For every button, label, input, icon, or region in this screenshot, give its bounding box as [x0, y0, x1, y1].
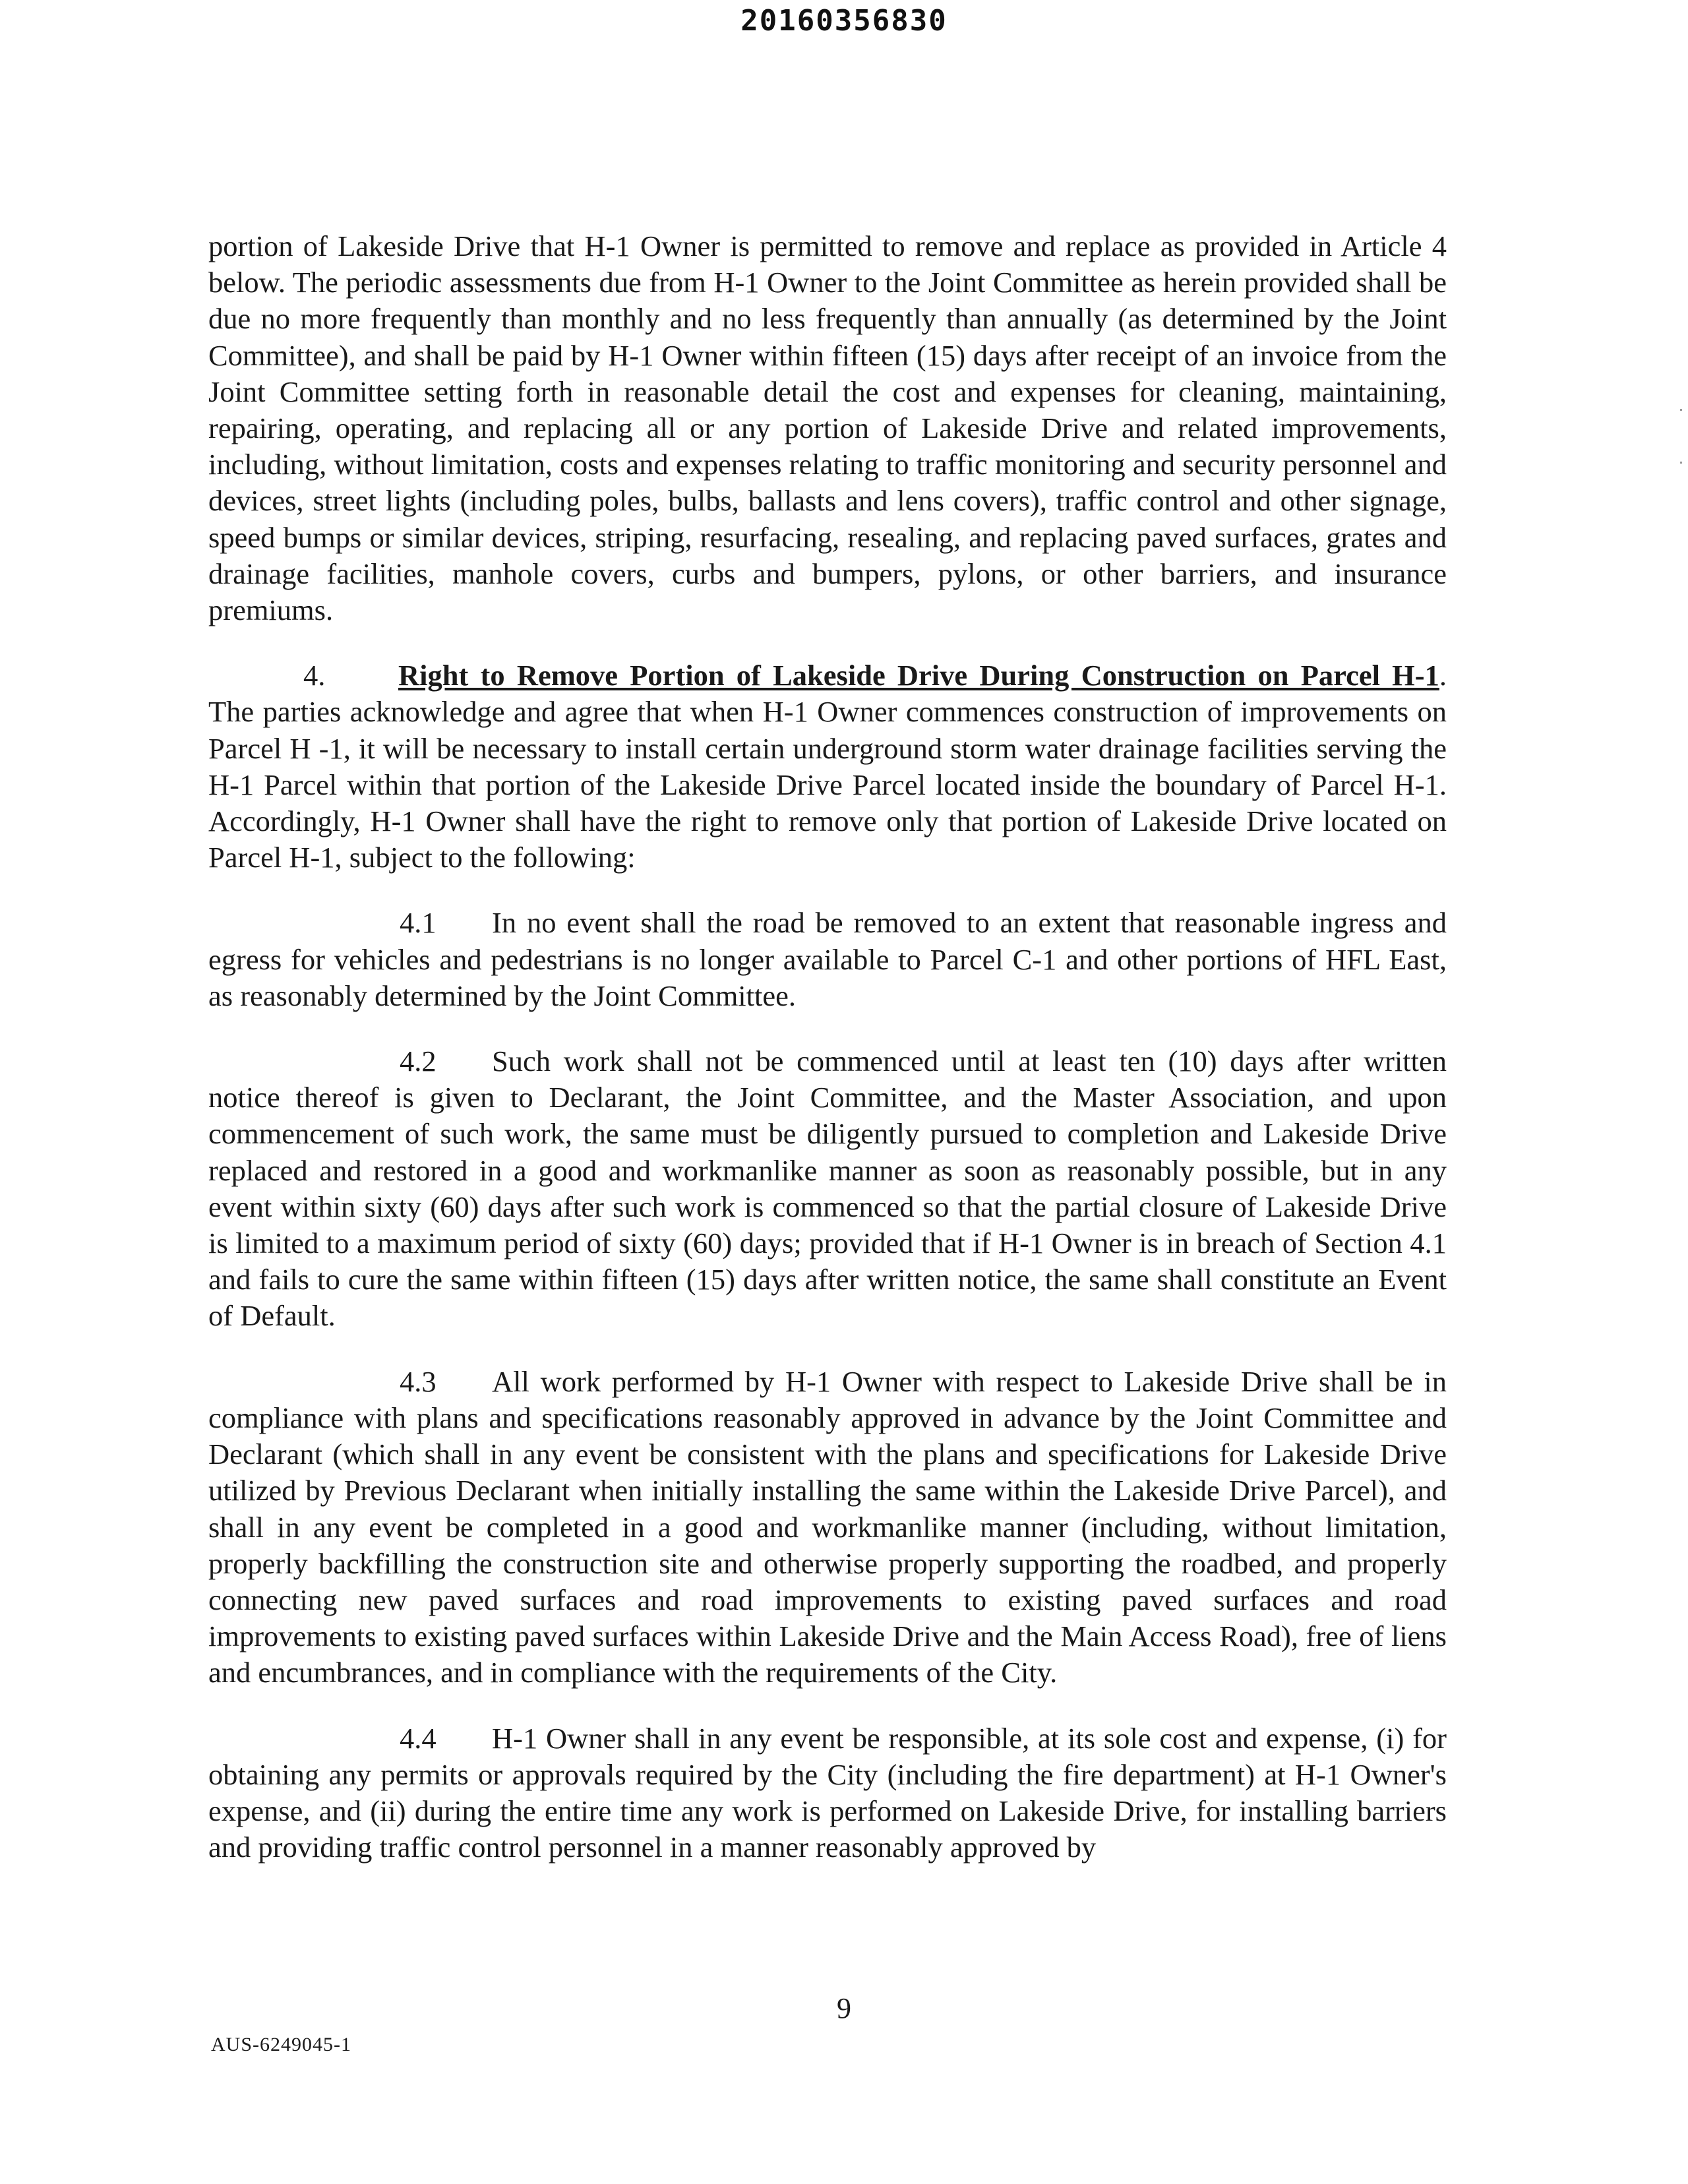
section-4-1-text: In no event shall the road be removed to an extent that reasonable ingress and egress for vehicles and pedestrians is no longer available to Parcel C-1 and other portions of HFL East, as reasonably determined by the Joint Committee.	[208, 906, 1447, 1012]
section-4-2-text: Such work shall not be commenced until at least ten (10) days after written notice thereof is given to Declarant, the Joint Committee, and the Master Association, and upon commencement of such work, the same must be diligently pursued to completion and Lakeside Drive replaced and restored in a good and workmanlike manner as soon as reasonably possible, but in any event within sixty (60) days after such work is commenced so that the partial closure of Lakeside Drive is limited to a maximum period of sixty (60) days; provided that if H-1 Owner is in breach of Section 4.1 and fails to cure the same within fifteen (15) days after written notice, the same shall constitute an Event of Default.	[208, 1045, 1447, 1333]
section-4-3-text: All work performed by H-1 Owner with respect to Lakeside Drive shall be in compliance with plans and specifications reasonably approved in advance by the Joint Committee and Declarant (which shall in any event be consistent with the plans and specifications for Lakeside Drive utilized by Previous Declarant when initially installing the same within the Lakeside Drive Parcel), and shall in any event be completed in a good and workmanlike manner (including, without limitation, properly backfilling the construction site and otherwise properly supporting the roadbed, and properly connecting new paved surfaces and road improvements to existing paved surfaces and road improvements to existing paved surfaces within Lakeside Drive and the Main Access Road), free of liens and encumbrances, and in compliance with the requirements of the City.	[208, 1364, 1447, 1689]
section-4-number: 4.	[303, 659, 326, 692]
section-4-heading: Right to Remove Portion of Lakeside Drive During Construction on Parcel H-1	[398, 659, 1439, 692]
document-body	[208, 228, 1447, 1866]
section-4-heading-punct: .	[1439, 659, 1447, 692]
section-4-text: The parties acknowledge and agree that when H-1 Owner commences construction of improvements on Parcel H -1, it will be necessary to install certain underground storm water drainage facilities serving the H-1 Parcel within that portion of the Lakeside Drive Parcel located inside the boundary of Parcel H-1. Accordingly, H-1 Owner shall have the right to remove only that portion of Lakeside Drive located on Parcel H-1, subject to the following:	[208, 695, 1447, 874]
scan-speck	[1680, 409, 1682, 411]
section-4-2-number: 4.2	[400, 1045, 437, 1078]
paragraph-intro: portion of Lakeside Drive that H-1 Owner is permitted to remove and replace as provided in Article 4 below. The periodic assessments due from H-1 Owner to the Joint Committee as herein provided shall be due no more frequently than monthly and no less frequently than annually (as determined by the Joint Committee), and shall be paid by H-1 Owner within fifteen (15) days after receipt of an invoice from the Joint Committee setting forth in reasonable detail the cost and expenses for cleaning, maintaining, repairing, operating, and replacing all or any portion of Lakeside Drive and related improvements, including, without limitation, costs and expenses relating to traffic monitoring and security personnel and devices, street lights (including poles, bulbs, ballasts and lens covers), traffic control and other signage, speed bumps or similar devices, striping, resurfacing, resealing, and replacing paved surfaces, grates and drainage facilities, manhole covers, curbs and bumpers, pylons, or other barriers, and insurance premiums.	[208, 229, 1447, 627]
section-4-3-number: 4.3	[400, 1364, 437, 1398]
section-4-1-number: 4.1	[400, 906, 437, 940]
section-4-2	[208, 1043, 1447, 1335]
document-number: 20160356830	[740, 4, 948, 38]
document-reference: AUS-6249045-1	[211, 2034, 351, 2055]
section-4-3	[208, 1364, 1447, 1691]
section-4-4-text: H-1 Owner shall in any event be responsible, at its sole cost and expense, (i) for obtaining any permits or approvals required by the City (including the fire department) at H-1 Owner's expense, and (ii) during the entire time any work is performed on Lakeside Drive, for installing barriers and providing traffic control personnel in a manner reasonably approved by	[208, 1721, 1447, 1864]
scan-speck	[1680, 462, 1682, 464]
section-4-4	[208, 1720, 1447, 1866]
page-number: 9	[837, 1992, 851, 2024]
section-4-1	[208, 905, 1447, 1014]
section-4-4-number: 4.4	[400, 1721, 437, 1755]
section-4	[208, 657, 1447, 876]
